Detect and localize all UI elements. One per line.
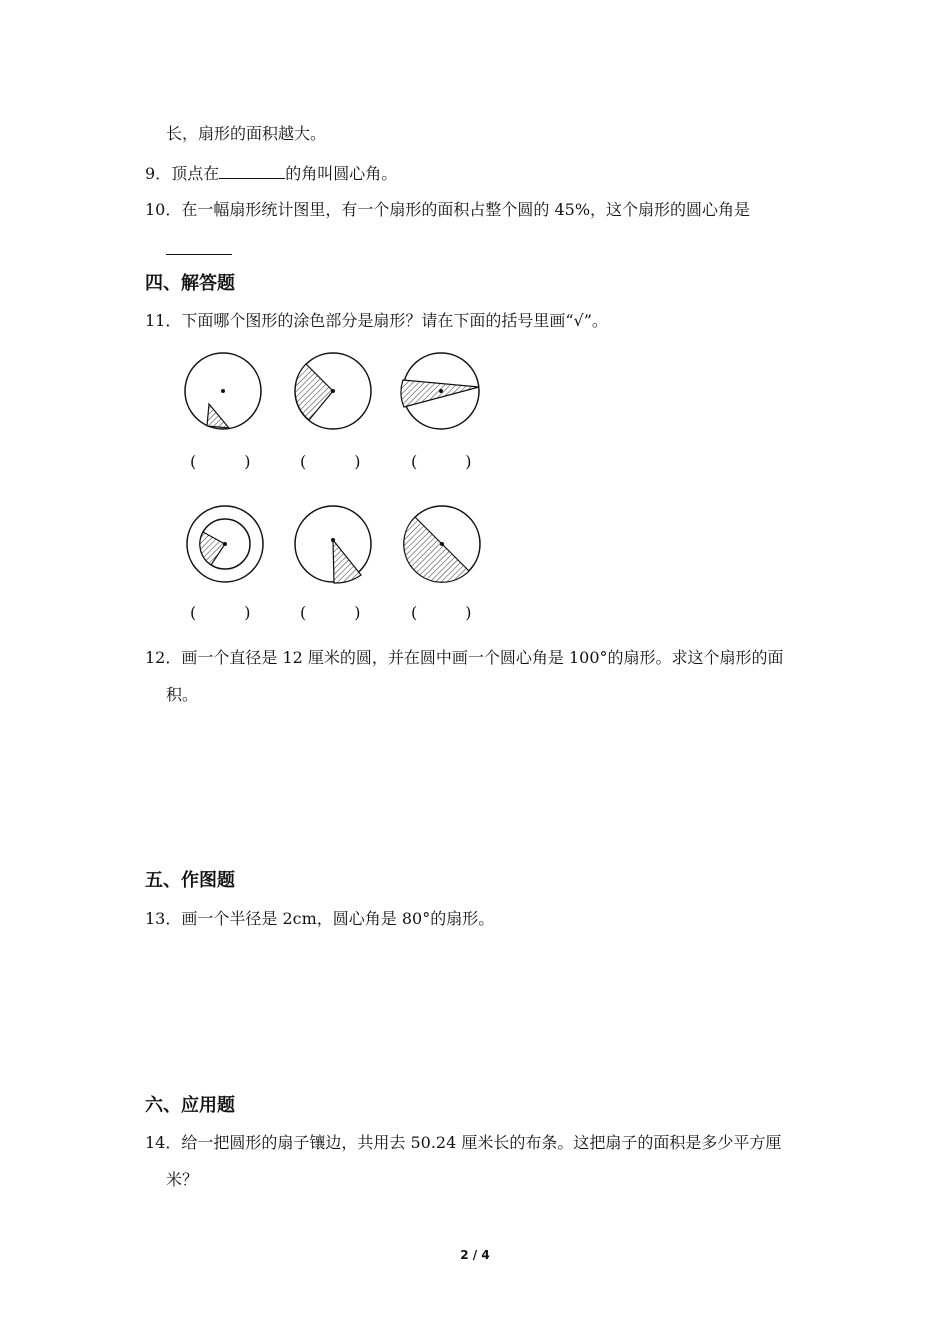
q14-number: 14． xyxy=(145,1133,182,1152)
q13-number: 13． xyxy=(145,909,182,928)
q11-figure-5 xyxy=(292,503,374,589)
q10-number: 10． xyxy=(145,200,182,219)
q11-figure-6 xyxy=(401,503,483,585)
q12 xyxy=(145,648,784,668)
q11-paren-3[interactable]: ( ) xyxy=(411,452,472,471)
q11-paren-2[interactable]: ( ) xyxy=(300,452,361,471)
q11-figure-4 xyxy=(184,503,266,585)
q10 xyxy=(145,200,750,220)
q13-text: 画一个半径是 2cm，圆心角是 80°的扇形。 xyxy=(181,909,495,928)
q12-line1: 画一个直径是 12 厘米的圆，并在圆中画一个圆心角是 100°的扇形。求这个扇形的面 xyxy=(181,648,784,667)
q9 xyxy=(145,162,397,184)
q11-figure-3 xyxy=(400,350,482,432)
q10-text: 在一幅扇形统计图里，有一个扇形的面积占整个圆的 45%，这个扇形的圆心角是 xyxy=(181,200,751,219)
section-5-title: 五、作图题 xyxy=(145,870,235,891)
q14-line1: 给一把圆形的扇子镶边，共用去 50.24 厘米长的布条。这把扇子的面积是多少平方厘 xyxy=(181,1133,782,1152)
q11-paren-4[interactable]: ( ) xyxy=(190,603,251,622)
q8-continuation: 长，扇形的面积越大。 xyxy=(166,124,327,143)
q11-paren-1[interactable]: ( ) xyxy=(190,452,251,471)
q11-text: 下面哪个图形的涂色部分是扇形？请在下面的括号里画“√”。 xyxy=(181,311,608,330)
q13 xyxy=(145,909,494,929)
q11-figure-2 xyxy=(292,350,374,432)
q10-answer-blank[interactable] xyxy=(166,254,232,255)
q9-number: 9． xyxy=(145,164,172,183)
page-number: 2 / 4 xyxy=(460,1248,490,1262)
q9-answer-blank[interactable] xyxy=(219,162,285,179)
q11-paren-6[interactable]: ( ) xyxy=(411,603,472,622)
q12-number: 12． xyxy=(145,648,182,667)
q11-figure-1 xyxy=(182,350,264,432)
q11 xyxy=(145,311,608,331)
q14-line2: 米？ xyxy=(166,1170,199,1189)
section-6-title: 六、应用题 xyxy=(145,1095,235,1116)
q9-text-before: 顶点在 xyxy=(171,164,220,183)
section-4-title: 四、解答题 xyxy=(145,273,235,294)
q12-line2: 积。 xyxy=(166,685,199,704)
q9-text-after: 的角叫圆心角。 xyxy=(285,164,398,183)
q11-paren-5[interactable]: ( ) xyxy=(300,603,361,622)
q11-number: 11． xyxy=(145,311,182,330)
q14 xyxy=(145,1133,781,1153)
